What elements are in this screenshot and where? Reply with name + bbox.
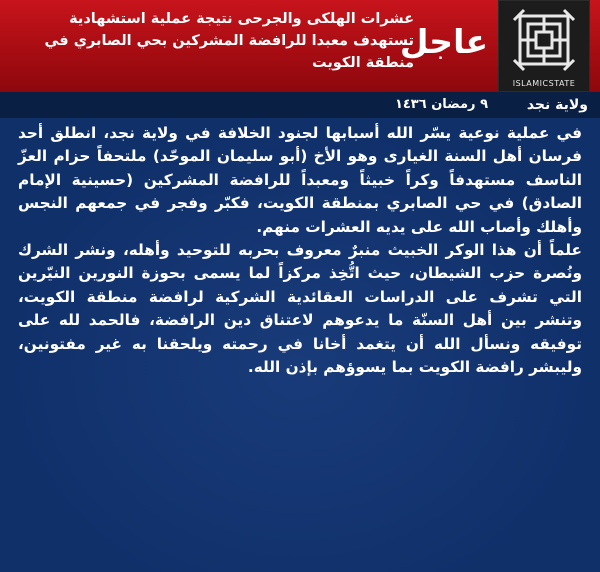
paragraph-1: في عملية نوعية يسّر الله أسبابها لجنود الخلافة في ولاية نجد، انطلق أحد فرسان أهل السنة الغيارى وهو الأخ (أبو سليمان الموحّد) ملتحفاً حزام العزّ الناسف مستهدفاً وكراً خبيثاً ومعبداً للرافضة المشركين (حسينية الإمام الصادق) في حي الصابري بمنطقة الكويت، فكبّر وفجر في جمعهم النجس وأهلك وأصاب الله على يديه العشرات منهم.	[18, 124, 582, 236]
logo-emblem-icon	[510, 6, 578, 74]
dateline-bar	[0, 92, 600, 118]
paragraph-2: علماً أن هذا الوكر الخبيث منبرٌ معروف بحربه للتوحيد وأهله، ونشر الشرك ونُصرة حزب الشيطان، حيث اتُّخِذ مركزاً لما يسمى بحوزة النورين النيّرين التي تشرف على الدراسات العقائدية الشركية لرافضة منطقة الكويت، وتنشر بين أهل السنّة ما يدعوهم لاعتناق دين الرافضة، فالحمد لله على توفيقه ونسأل الله أن يتغمد أخانا في رحمته ويلحقنا به غير مفتونين، وليبشر رافضة الكويت بما يسوؤهم بإذن الله.	[18, 241, 582, 377]
islamic-state-logo	[498, 0, 590, 92]
province-label: ولاية نجد	[526, 97, 588, 113]
logo-caption: ISLAMICSTATE	[512, 79, 576, 88]
urgent-label: عاجل	[399, 22, 488, 61]
date-label: ٩ رمضان ١٤٣٦	[394, 97, 488, 112]
news-header	[0, 0, 600, 92]
headline: عشرات الهلكى والجرحى نتيجة عملية استشهادية تستهدف معبدا للرافضة المشركين بحي الصابري في منطقة الكويت	[44, 11, 414, 71]
statement-body	[18, 122, 582, 379]
